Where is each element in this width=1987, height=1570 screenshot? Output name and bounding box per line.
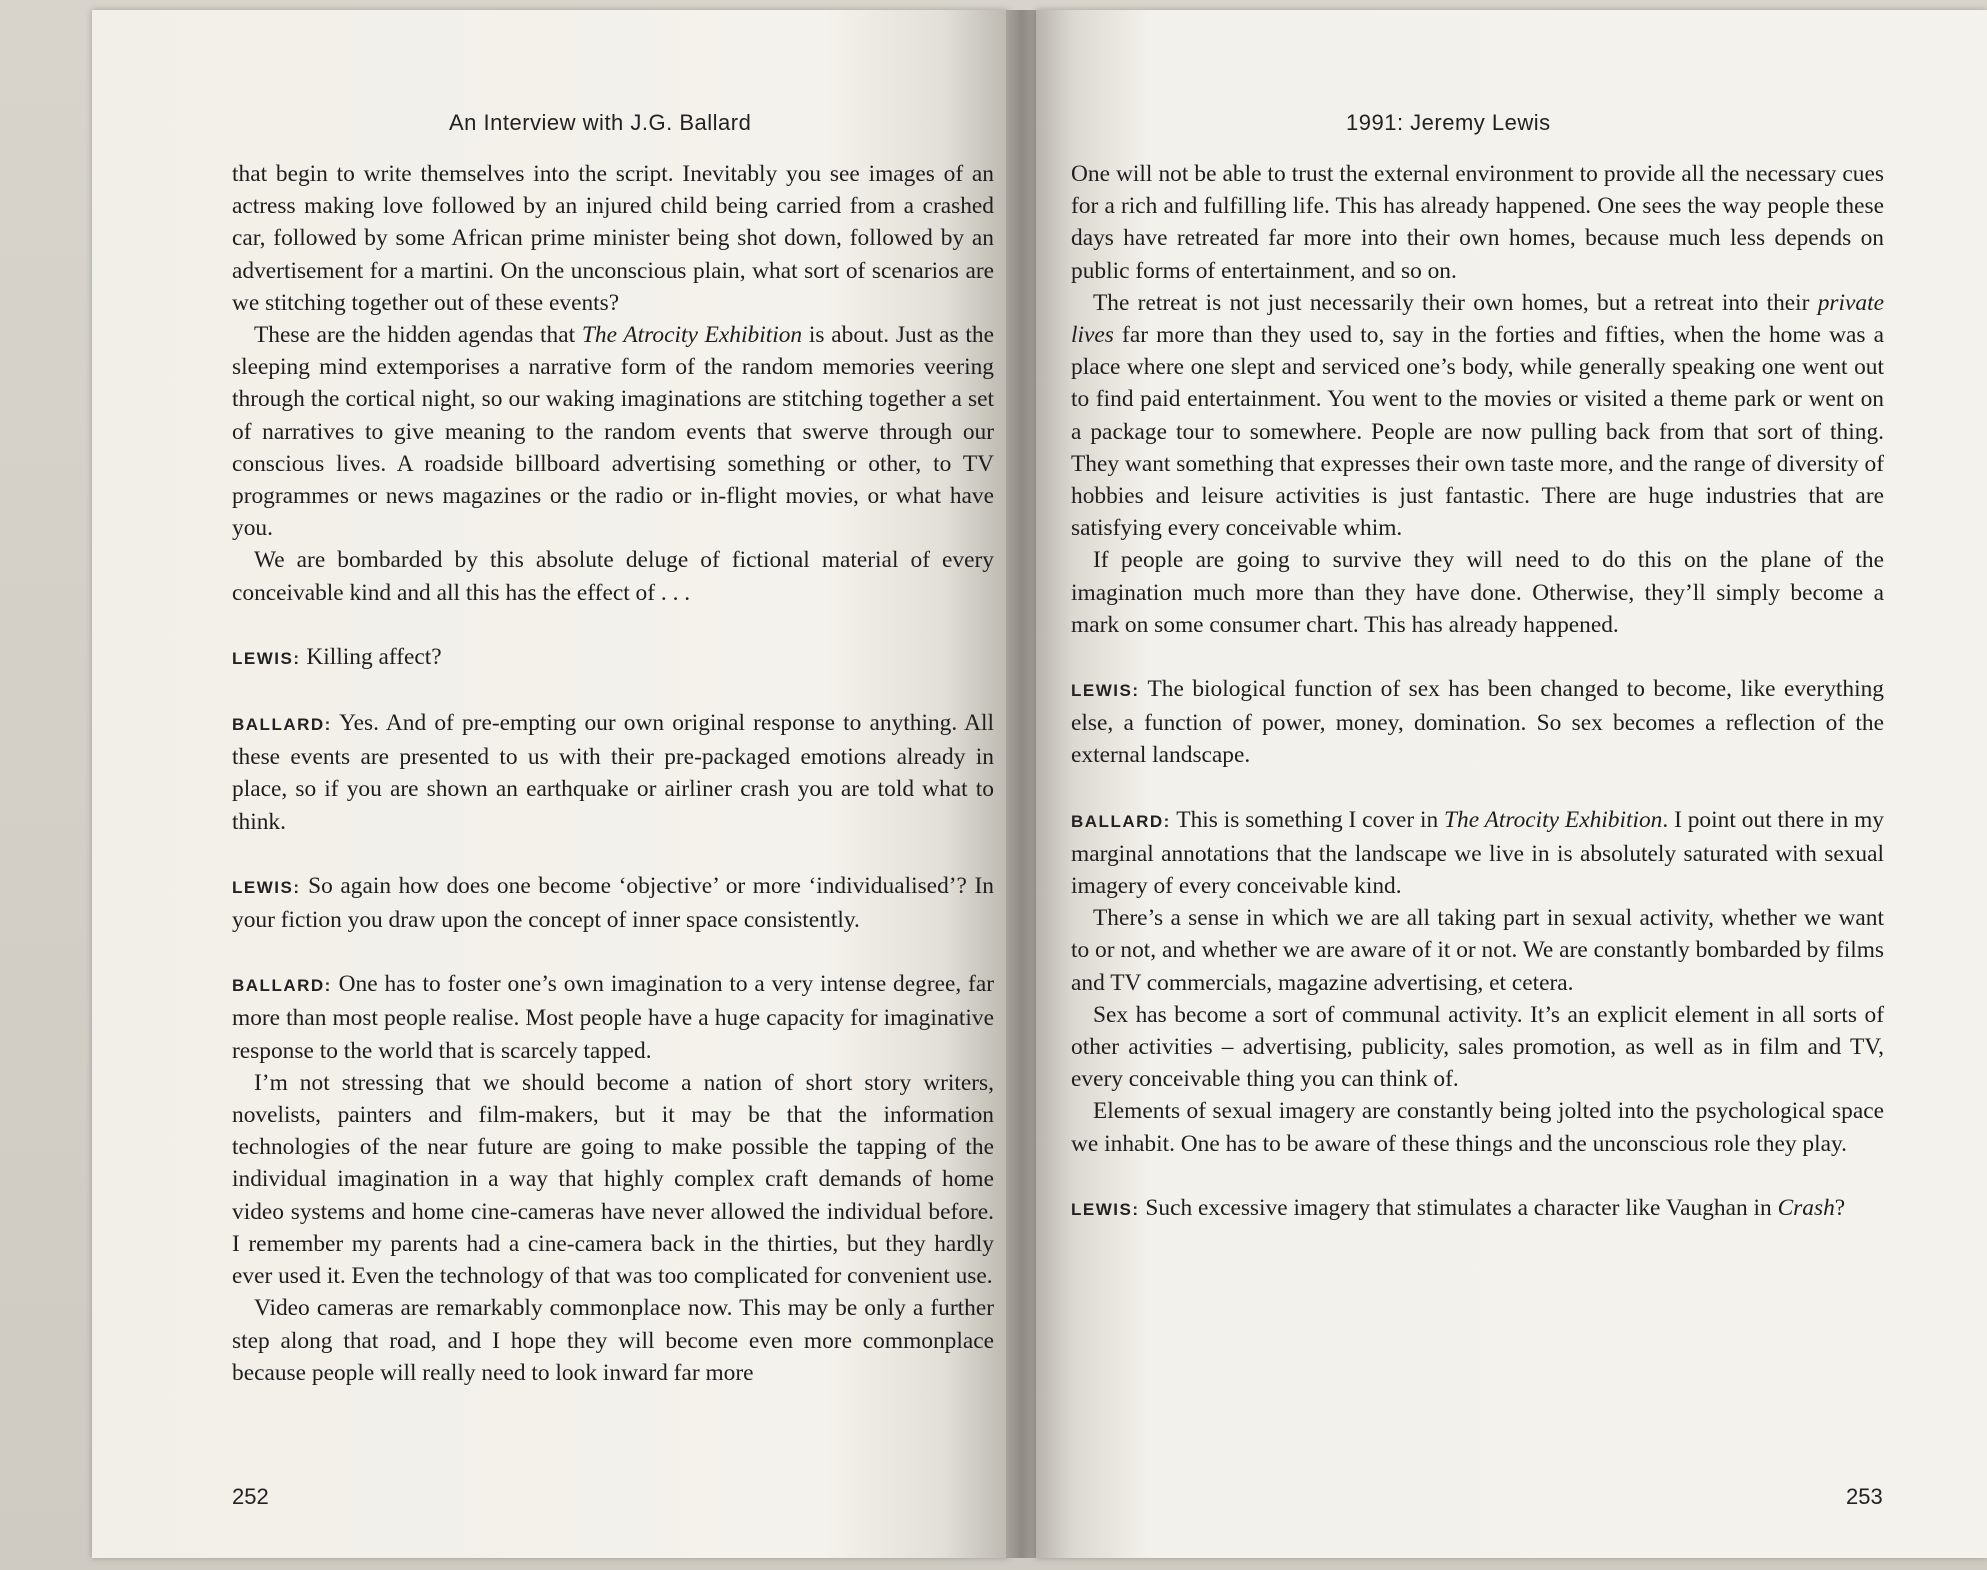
body-paragraph: These are the hidden agendas that The Atrocity Exhibition is about. Just as the sleeping mind extemporises a narrative form of the random memories veering through the cortical night, so our waking imaginations are stitching together a set of narratives to give meaning to the random events that swerve through our conscious lives. A roadside billboard advertising something or other, to TV programmes or news magazines or the radio or in-flight movies, or what have you.	[232, 322, 994, 542]
body-paragraph: There’s a sense in which we are all taking part in sexual activity, whether we want to or not, and whether we are aware of it or not. We are constantly bombarded by films and TV commercials, magazine advertising, et cetera.	[1071, 905, 1884, 996]
left-page	[92, 10, 1008, 1558]
interview-exchange	[232, 968, 994, 1067]
speech-text: Killing affect?	[306, 643, 442, 670]
paragraph-gap	[1071, 641, 1884, 673]
interview-exchange	[1071, 1192, 1884, 1226]
speech-text: Such excessive imagery that stimulates a character like Vaughan in Crash?	[1145, 1194, 1846, 1221]
speaker-label: BALLARD:	[232, 976, 332, 996]
body-paragraph: If people are going to survive they will need to do this on the plane of the imagination much more than they have done. Otherwise, they’ll simply become a mark on some consumer chart. This has already happened.	[1071, 547, 1884, 638]
paragraph-gap	[1071, 772, 1884, 804]
paragraph-gap	[232, 936, 994, 968]
body-paragraph: I’m not stressing that we should become a nation of short story writers, novelists, painters and film-makers, but it may be that the information technologies of the near future are going to make possible the tapping of the individual imagination in a way that highly complex craft demands of home video systems and home cine-cameras have never allowed the individual before. I remember my parents had a cine-camera back in the thirties, but they hardly ever used it. Even the technology of that was too complicated for convenient use.	[232, 1069, 994, 1290]
running-head-right: 1991: Jeremy Lewis	[1346, 110, 1551, 135]
right-page	[1036, 10, 1987, 1558]
speaker-label: LEWIS:	[1071, 681, 1140, 701]
speaker-label: LEWIS:	[232, 877, 301, 897]
paragraph-gap	[232, 609, 994, 641]
paragraph-gap	[1071, 1160, 1884, 1192]
body-paragraph: The retreat is not just necessarily their own homes, but a retreat into their private lives far more than they used to, say in the forties and fifties, when the home was a place where one slept and serviced one’s body, while generally speaking one went out to find paid entertainment. You went to the movies or visited a theme park or went on a package tour to somewhere. People are now pulling back from that sort of thing. They want something that expresses their own taste more, and the range of diversity of hobbies and leisure activities is just fantastic. There are huge industries that are satisfying every conceivable whim.	[1071, 289, 1884, 542]
speech-text: The biological function of sex has been changed to become, like everything else, a function of power, money, domination. So sex becomes a reflection of the external landscape.	[1071, 676, 1884, 769]
right-page-text	[1071, 158, 1884, 1226]
body-paragraph: One will not be able to trust the external environment to provide all the necessary cues for a rich and fulfilling life. This has already happened. One sees the way people these days have retreated far more into their own homes, because much less depends on public forms of entertainment, and so on.	[1071, 161, 1884, 284]
book-gutter	[1006, 10, 1038, 1558]
body-paragraph: Sex has become a sort of communal activity. It’s an explicit element in all sorts of other activities – advertising, publicity, sales promotion, as well as in film and TV, every conceivable thing you can think of.	[1071, 1001, 1884, 1093]
body-paragraph: that begin to write themselves into the script. Inevitably you see images of an actress making love followed by an injured child being carried from a crashed car, followed by some African prime minister being shot down, followed by an advertisement for a martini. On the unconscious plain, what sort of scenarios are we stitching together out of these events?	[232, 161, 994, 316]
speech-text: One has to foster one’s own imagination to a very intense degree, far more than most people realise. Most people have a huge capacity for imaginative response to the world that is scarcely tapped.	[232, 971, 994, 1064]
interview-exchange	[1071, 804, 1884, 903]
interview-exchange	[232, 870, 994, 936]
left-page-text	[232, 158, 994, 1389]
speaker-label: BALLARD:	[1071, 811, 1171, 831]
speech-text: Yes. And of pre-empting our own original response to anything. All these events are presented to us with their pre-packaged emotions already in place, so if you are shown an earthquake or airliner crash you are told what to think.	[232, 710, 994, 835]
paragraph-gap	[232, 838, 994, 870]
page-number-left: 252	[232, 1484, 269, 1509]
body-paragraph: Elements of sexual imagery are constantly being jolted into the psychological space we inhabit. One has to be aware of these things and the unconscious role they play.	[1071, 1098, 1884, 1157]
interview-exchange	[1071, 673, 1884, 772]
page-number-right: 253	[1846, 1484, 1883, 1509]
running-head-left: An Interview with J.G. Ballard	[449, 110, 752, 135]
speaker-label: BALLARD:	[232, 715, 332, 735]
interview-exchange	[232, 641, 994, 675]
interview-exchange	[232, 707, 994, 838]
body-paragraph: Video cameras are remarkably commonplace now. This may be only a further step along that road, and I hope they will become even more commonplace because people will really need to look inward far more	[232, 1295, 994, 1386]
speaker-label: LEWIS:	[1071, 1199, 1140, 1219]
paragraph-gap	[232, 675, 994, 707]
body-paragraph: We are bombarded by this absolute deluge of fictional material of every conceivable kind and all this has the effect of . . .	[232, 547, 994, 606]
speech-text: This is something I cover in The Atrocity Exhibition. I point out there in my marginal annotations that the landscape we live in is absolutely saturated with sexual imagery of every conceivable kind.	[1071, 806, 1885, 900]
speaker-label: LEWIS:	[232, 648, 301, 668]
speech-text: So again how does one become ‘objective’ or more ‘individualised’? In your fiction you draw upon the concept of inner space consistently.	[232, 872, 994, 934]
